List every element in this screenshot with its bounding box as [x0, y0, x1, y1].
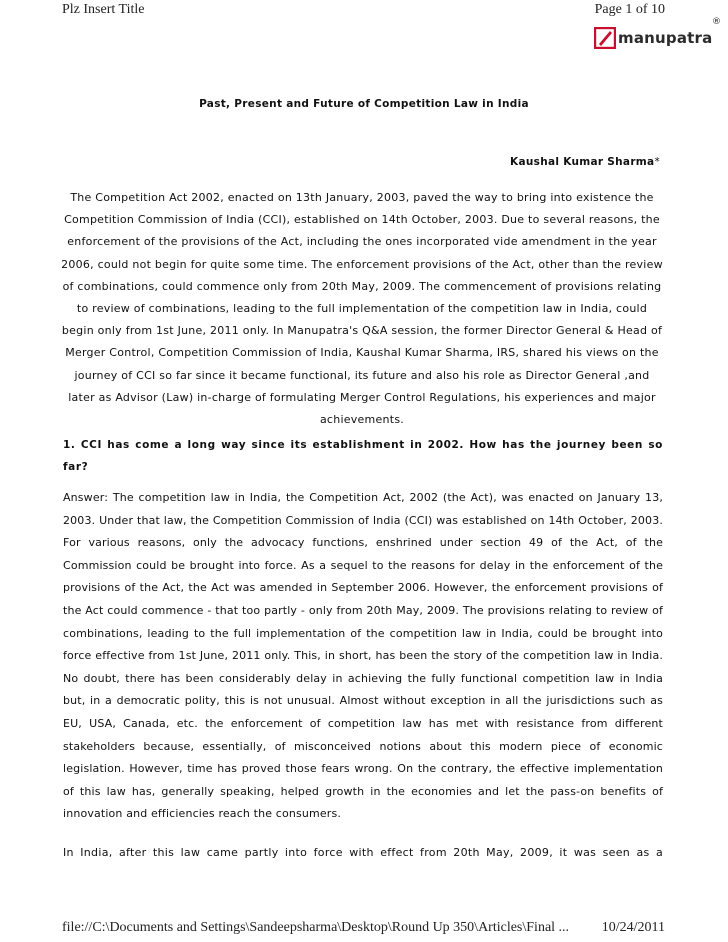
author-line — [510, 156, 660, 168]
manupatra-logo — [594, 17, 722, 55]
question-heading: 1. CCI has come a long way since its establishment in 2002. How has the journey been so far? — [63, 439, 663, 473]
footer-file-path: file://C:\Documents and Settings\Sandeepsharma\Desktop\Round Up 350\Articles\Final ... — [62, 920, 570, 935]
page-indicator: Page 1 of 10 — [594, 2, 665, 17]
header-title: Plz Insert Title — [62, 2, 145, 17]
document-title: Past, Present and Future of Competition Law in India — [199, 98, 529, 110]
body-paragraph: In India, after this law came partly into force with effect from 20th May, 2009, it was seen as a — [63, 846, 663, 859]
manupatra-logo-icon — [594, 27, 616, 49]
registered-mark: ® — [712, 17, 721, 27]
answer-paragraph: Answer: The competition law in India, the Competition Act, 2002 (the Act), was enacted on January 13, 2003. Under that law, the Competition Commission of India (CCI) was established on 14th October, 2003. For various reasons, only the advocacy functions, enshrined under section 49 of the Act, of the Commission could be brought into force. As a sequel to the reasons for delay in the enforcement of the provisions of the Act, the Act was amended in September 2006. However, the enforcement provisions of the Act could commence - that too partly - only from 20th May, 2009. The provisions relating to review of combinations, leading to the full implementation of the competition law in India, could be brought into force effective from 1st June, 2011 only. This, in short, has been the story of the competition law in India. No doubt, there has been considerably delay in achieving the fully functional competition law in India but, in a democratic polity, this is not unusual. Almost without exception in all the jurisdictions such as EU, USA, Canada, etc. the enforcement of competition law has met with resistance from different stakeholders because, essentially, of misconceived notions about this modern piece of economic legislation. However, time has proved those fears wrong. On the contrary, the effective implementation of this law has, generally speaking, helped growth in the economies and let the pass-on benefits of innovation and efficiencies reach the consumers. — [63, 491, 663, 821]
footer-date: 10/24/2011 — [601, 920, 665, 935]
author-name: Kaushal Kumar Sharma — [510, 156, 655, 168]
author-footnote-mark: * — [654, 156, 660, 168]
intro-paragraph: The Competition Act 2002, enacted on 13th January, 2003, paved the way to bring into existence the Competition Commission of India (CCI), established on 14th October, 2003. Due to several reasons, the enforcement of the provisions of the Act, including the ones incorporated vide amendment in the year 2006, could not begin for quite some time. The enforcement provisions of the Act, other than the review of combinations, could commence only from 20th May, 2009. The commencement of provisions relating to review of combinations, leading to the full implementation of the competition law in India, could begin only from 1st June, 2011 only. In Manupatra's Q&A session, the former Director General & Head of Merger Control, Competition Commission of India, Kaushal Kumar Sharma, IRS, shared his views on the journey of CCI so far since it became functional, its future and also his role as Director General ,and later as Advisor (Law) in-charge of formulating Merger Control Regulations, his experiences and major achievements. — [61, 191, 663, 427]
logo-wordmark: manupatra — [618, 29, 713, 47]
